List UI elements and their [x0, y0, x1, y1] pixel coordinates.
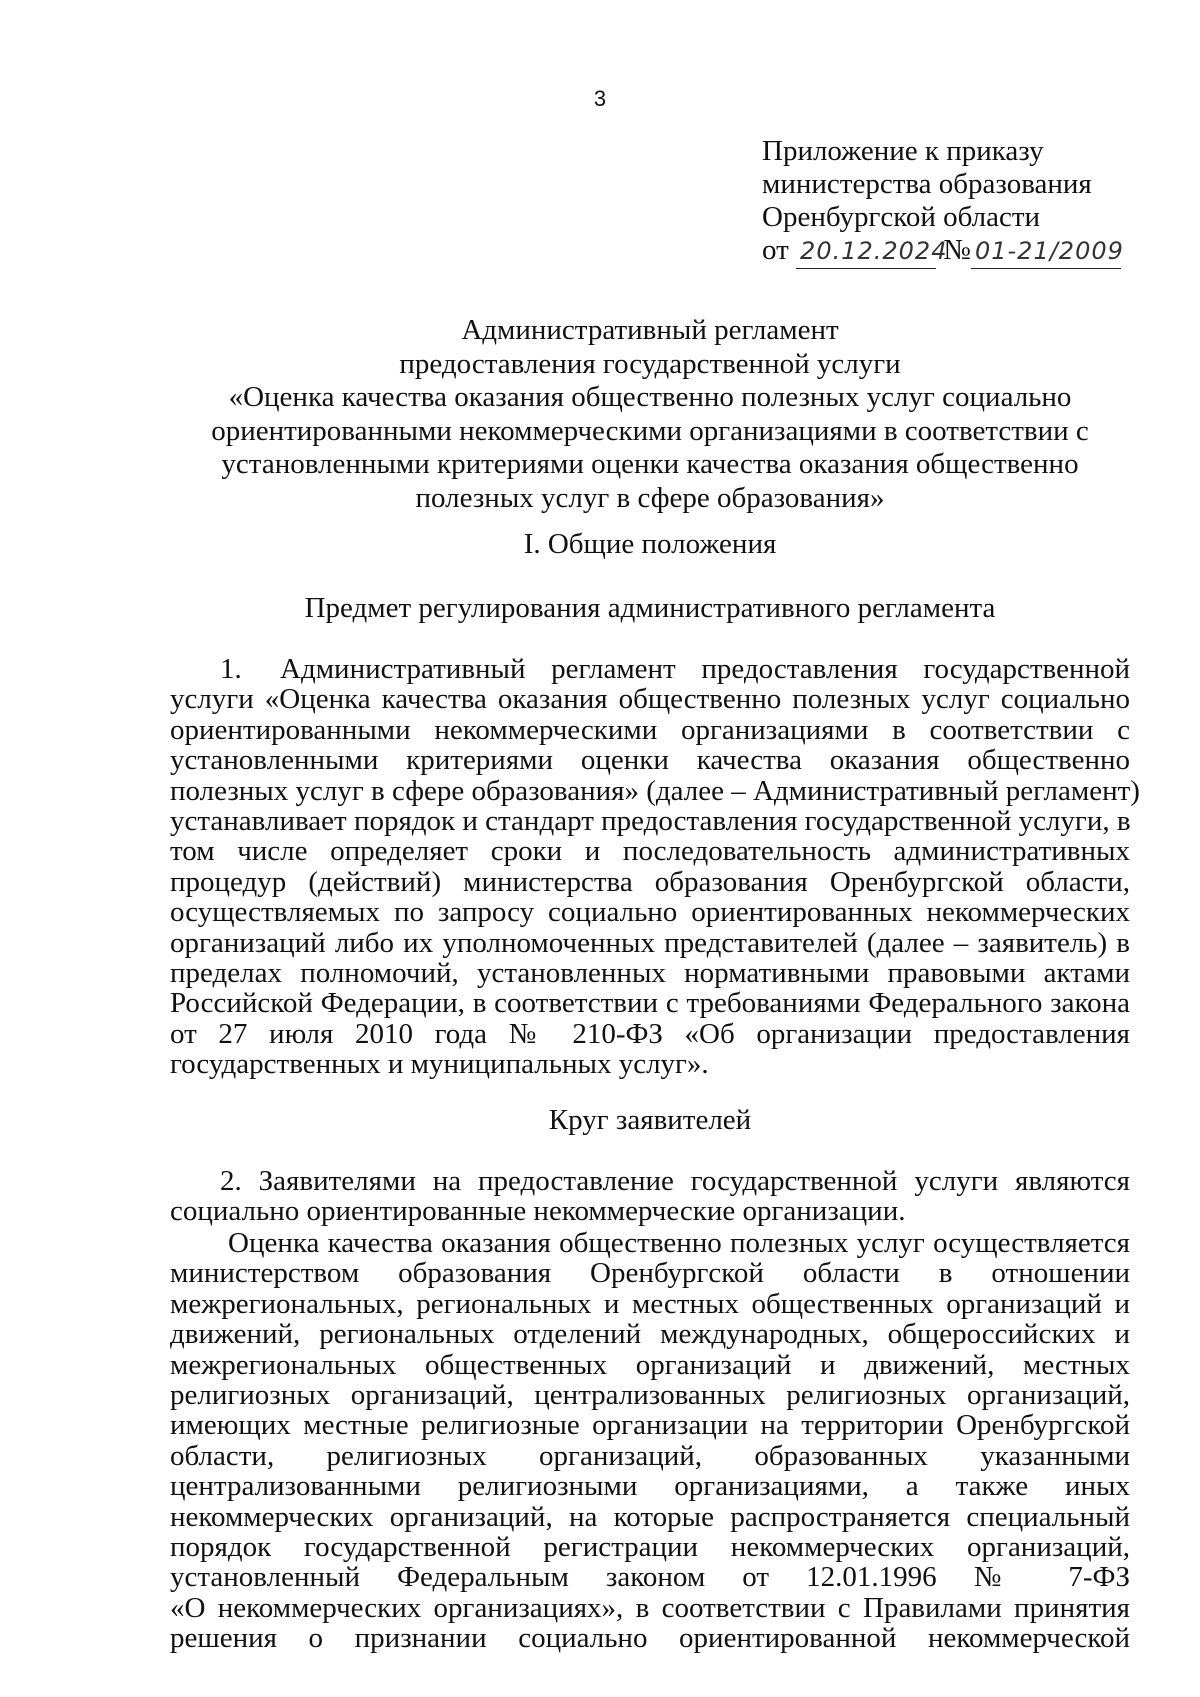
- paragraph-line: установленный Федеральным законом от 12.01.1996 № 7-ФЗ: [170, 1561, 1130, 1594]
- paragraph-2: [170, 1166, 1130, 1227]
- paragraph-line: решения о признании социально ориентированной некоммерческой: [170, 1622, 1130, 1655]
- section-heading: I. Общие положения: [523, 528, 777, 560]
- paragraph-line: организаций либо их уполномоченных представителей (далее – заявитель) в: [170, 926, 1130, 959]
- title-line: ориентированными некоммерческими организациями в соответствии с: [211, 414, 1089, 447]
- attachment-order-line: [762, 234, 1162, 269]
- paragraph-line: централизованными религиозными организациями, а также иных: [170, 1470, 1130, 1503]
- attachment-line: Приложение к приказу: [762, 135, 1044, 167]
- paragraph-line: межрегиональных общественных организаций и движений, местных: [170, 1348, 1130, 1381]
- subsection-heading: Круг заявителей: [548, 1104, 752, 1136]
- paragraph-line: Российской Федерации, в соответствии с требованиями Федерального закона: [170, 987, 1130, 1020]
- paragraph-line: социально ориентированные некоммерческие организации.: [170, 1195, 906, 1228]
- paragraph-line: услуги «Оценка качества оказания общественно полезных услуг социально: [170, 683, 1130, 716]
- number-label: №: [943, 234, 971, 266]
- attachment-line: Оренбургской области: [762, 201, 1041, 233]
- paragraph-line: области, религиозных организаций, образованных указанными: [170, 1439, 1130, 1472]
- paragraph-line: 1. Административный регламент предоставления государственной: [220, 653, 1130, 685]
- paragraph-line: порядок государственной регистрации некоммерческих организаций,: [170, 1531, 1130, 1564]
- paragraph-line: процедур (действий) министерства образования Оренбургской области,: [170, 865, 1130, 898]
- paragraph-line: имеющих местные религиозные организации на территории Оренбургской: [170, 1409, 1130, 1442]
- paragraph-line: том числе определяет сроки и последовательность административных: [170, 835, 1130, 868]
- attachment-block: [762, 135, 1162, 269]
- from-label: от: [762, 234, 789, 266]
- paragraph-line: установленными критериями оценки качества оказания общественно: [170, 744, 1130, 777]
- paragraph-line: 2. Заявителями на предоставление государственной услуги являются: [220, 1165, 1130, 1197]
- handwritten-order-number: 01-21/2009: [971, 235, 1121, 269]
- document-title: [170, 314, 1130, 515]
- page-number: 3: [593, 86, 607, 111]
- paragraph-line: государственных и муниципальных услуг».: [170, 1048, 709, 1081]
- paragraph-line: Оценка качества оказания общественно полезных услуг осуществляется: [228, 1227, 1130, 1259]
- paragraph-line: движений, региональных отделений международных, общероссийских и: [170, 1318, 1130, 1351]
- title-line: «Оценка качества оказания общественно полезных услуг социально: [228, 381, 1072, 413]
- paragraph-3: [170, 1228, 1130, 1654]
- handwritten-date: 20.12.2024: [796, 235, 936, 269]
- paragraph-1: [170, 653, 1140, 1081]
- title-line: установленными критериями оценки качества оказания общественно: [221, 448, 1079, 480]
- paragraph-line: «О некоммерческих организациях», в соответствии с Правилами принятия: [170, 1591, 1130, 1624]
- paragraph-line: министерством образования Оренбургской области в отношении: [170, 1257, 1130, 1290]
- title-line: предоставления государственной услуги: [399, 347, 901, 380]
- paragraph-line: от 27 июля 2010 года № 210-ФЗ «Об организации предоставления: [170, 1017, 1130, 1050]
- paragraph-line: устанавливает порядок и стандарт предоставления государственной услуги, в: [170, 805, 1131, 838]
- paragraph-number: 1.: [220, 653, 242, 685]
- paragraph-line: межрегиональных, региональных и местных общественных организаций и: [170, 1287, 1130, 1320]
- attachment-line: министерства образования: [762, 168, 1092, 200]
- subsection-heading: Предмет регулирования административного регламента: [304, 592, 996, 624]
- paragraph-line: осуществляемых по запросу социально ориентированных некоммерческих: [170, 896, 1130, 929]
- paragraph-line: некоммерческих организаций, на которые распространяется специальный: [170, 1500, 1130, 1533]
- paragraph-line: пределах полномочий, установленных нормативными правовыми актами: [170, 957, 1130, 990]
- title-line: Административный регламент: [461, 314, 839, 346]
- title-line: полезных услуг в сфере образования»: [415, 481, 885, 514]
- paragraph-line: религиозных организаций, централизованных религиозных организаций,: [170, 1379, 1130, 1412]
- paragraph-line: ориентированными некоммерческими организациями в соответствии с: [170, 713, 1130, 746]
- paragraph-line: полезных услуг в сфере образования» (далее – Административный регламент): [170, 774, 1140, 807]
